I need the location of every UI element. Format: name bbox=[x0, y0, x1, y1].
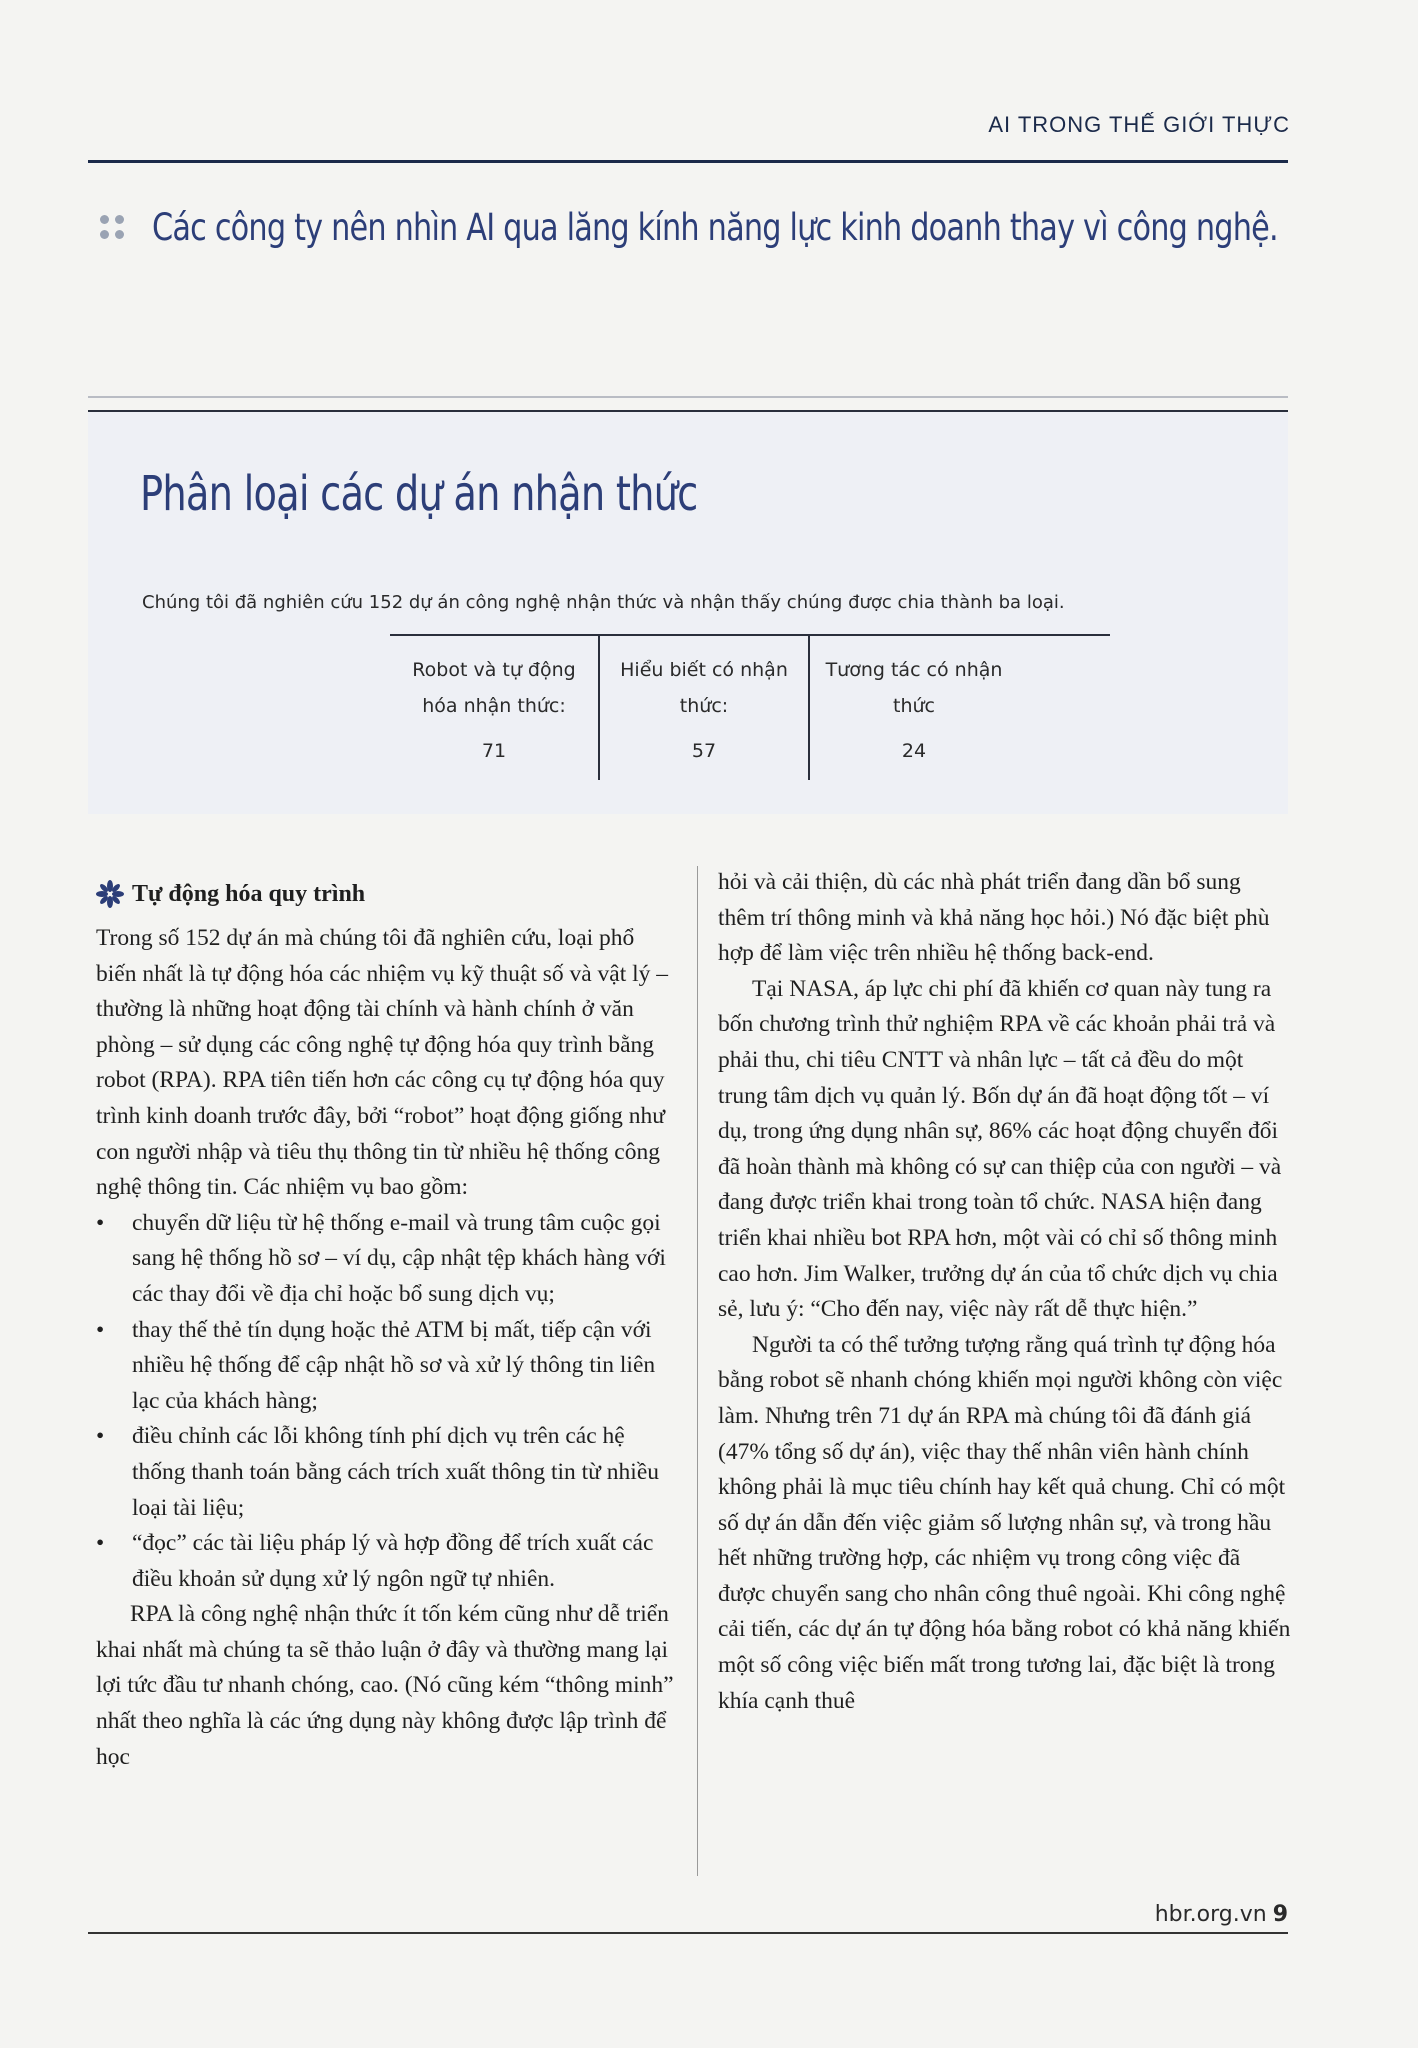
list-item-text: chuyển dữ liệu từ hệ thống e-mail và trung tâm cuộc gọi sang hệ thống hồ sơ – ví dụ, cập nhật tệp khách hàng với các thay đổi về địa chỉ hoặc bổ sung dịch vụ; bbox=[132, 1209, 666, 1307]
list-item-text: “đọc” các tài liệu pháp lý và hợp đồng để trích xuất các điều khoản sử dụng xử lý ngôn ngữ tự nhiên. bbox=[132, 1530, 654, 1592]
section-heading-text: Tự động hóa quy trình bbox=[132, 880, 366, 907]
category-count: 24 bbox=[901, 740, 927, 762]
sidebar-intro: Chúng tôi đã nghiên cứu 152 dự án công nghệ nhận thức và nhận thấy chúng được chia thành ba loại. bbox=[142, 592, 1065, 613]
quote-dots-icon bbox=[100, 213, 130, 243]
paragraph: Trong số 152 dự án mà chúng tôi đã nghiên cứu, loại phổ biến nhất là tự động hóa các nhiệm vụ kỹ thuật số và vật lý – thường là những hoạt động tài chính và hành chính ở văn phòng – sử dụng các công nghệ tự động hóa quy trình bằng robot (RPA). RPA tiên tiến hơn các công cụ tự động hóa quy trình kinh doanh trước đây, bởi “robot” hoạt động giống như con người nhập và tiêu thụ thông tin từ nhiều hệ thống công nghệ thông tin. Các nhiệm vụ bao gồm: bbox=[96, 925, 669, 1201]
footer-site: hbr.org.vn bbox=[1154, 1902, 1267, 1927]
category-column bbox=[598, 636, 808, 780]
list-item bbox=[96, 1313, 678, 1420]
category-table bbox=[390, 634, 1110, 780]
bullet-icon: • bbox=[96, 1530, 105, 1557]
flower-icon bbox=[96, 880, 124, 908]
category-label: Tương tác có nhận thức bbox=[825, 659, 1003, 717]
section-heading bbox=[96, 880, 686, 908]
footer-rule bbox=[88, 1932, 1288, 1934]
paragraph: RPA là công nghệ nhận thức ít tốn kém cũng như dễ triển khai nhất mà chúng ta sẽ thảo luận ở đây và thường mang lại lợi tức đầu tư nhanh chóng, cao. (Nó cũng kém “thông minh” nhất theo nghĩa là các ứng dụng này không được lập trình để học bbox=[96, 1601, 674, 1770]
left-column bbox=[96, 921, 678, 1775]
category-label: Hiểu biết có nhận thức: bbox=[620, 659, 788, 717]
paragraph: Tại NASA, áp lực chi phí đã khiến cơ quan này tung ra bốn chương trình thử nghiệm RPA về các khoản phải trả và phải thu, chi tiêu CNTT và nhân lực – tất cả đều do một trung tâm dịch vụ quản lý. Bốn dự án đã hoạt động tốt – ví dụ, trong ứng dụng nhân sự, 86% các hoạt động chuyển đổi đã hoàn thành mà không có sự can thiệp của con người – và đang được triển khai trong toàn tổ chức. NASA hiện đang triển khai nhiều bot RPA hơn, một vài có chỉ số thông minh cao hơn. Jim Walker, trưởng dự án của tổ chức dịch vụ chia sẻ, lưu ý: “Cho đến nay, việc này rất dễ thực hiện.” bbox=[718, 975, 1282, 1323]
category-count: 57 bbox=[691, 740, 717, 762]
category-column bbox=[808, 636, 1018, 780]
list-item bbox=[96, 1526, 678, 1597]
bullet-icon: • bbox=[96, 1209, 105, 1236]
sidebar-title: Phân loại các dự án nhận thức bbox=[140, 466, 698, 522]
header-rule bbox=[88, 160, 1288, 163]
running-header: AI TRONG THẾ GIỚI THỰC bbox=[988, 112, 1290, 137]
list-item bbox=[96, 1419, 678, 1526]
paragraph: Người ta có thể tưởng tượng rằng quá trình tự động hóa bằng robot sẽ nhanh chóng khiến mọi người không còn việc làm. Nhưng trên 71 dự án RPA mà chúng tôi đã đánh giá (47% tổng số dự án), việc thay thế nhân viên hành chính không phải là mục tiêu chính hay kết quả chung. Chỉ có một số dự án dẫn đến việc giảm số lượng nhân sự, và trong hầu hết những trường hợp, các nhiệm vụ trong công việc đã được chuyển sang cho nhân công thuê ngoài. Khi công nghệ cải tiến, các dự án tự động hóa bằng robot có khả năng khiến một số công việc biến mất trong tương lai, đặc biệt là trong khía cạnh thuê bbox=[718, 1331, 1291, 1714]
right-column bbox=[718, 865, 1292, 1719]
category-column bbox=[390, 636, 598, 780]
sidebar-box bbox=[88, 410, 1288, 814]
sidebar-top-rule bbox=[88, 396, 1288, 398]
page-number: 9 bbox=[1272, 1902, 1288, 1927]
pull-quote bbox=[100, 206, 1290, 249]
category-count: 71 bbox=[481, 740, 507, 762]
list-item bbox=[96, 1206, 678, 1313]
bullet-icon: • bbox=[96, 1423, 105, 1450]
pull-quote-text: Các công ty nên nhìn AI qua lăng kính năng lực kinh doanh thay vì công nghệ. bbox=[152, 206, 1278, 249]
list-item-text: thay thế thẻ tín dụng hoặc thẻ ATM bị mất, tiếp cận với nhiều hệ thống để cập nhật hồ sơ và xử lý thông tin liên lạc của khách hàng; bbox=[132, 1316, 656, 1414]
footer bbox=[1155, 1902, 1288, 1927]
category-label: Robot và tự động hóa nhận thức: bbox=[412, 659, 576, 717]
list-item-text: điều chỉnh các lỗi không tính phí dịch vụ trên các hệ thống thanh toán bằng cách trích xuất thông tin từ nhiều loại tài liệu; bbox=[132, 1423, 660, 1521]
bullet-icon: • bbox=[96, 1316, 105, 1343]
column-divider bbox=[697, 866, 698, 1876]
paragraph: hỏi và cải thiện, dù các nhà phát triển đang dần bổ sung thêm trí thông minh và khả năng học hỏi.) Nó đặc biệt phù hợp để làm việc trên nhiều hệ thống back-end. bbox=[718, 869, 1270, 967]
